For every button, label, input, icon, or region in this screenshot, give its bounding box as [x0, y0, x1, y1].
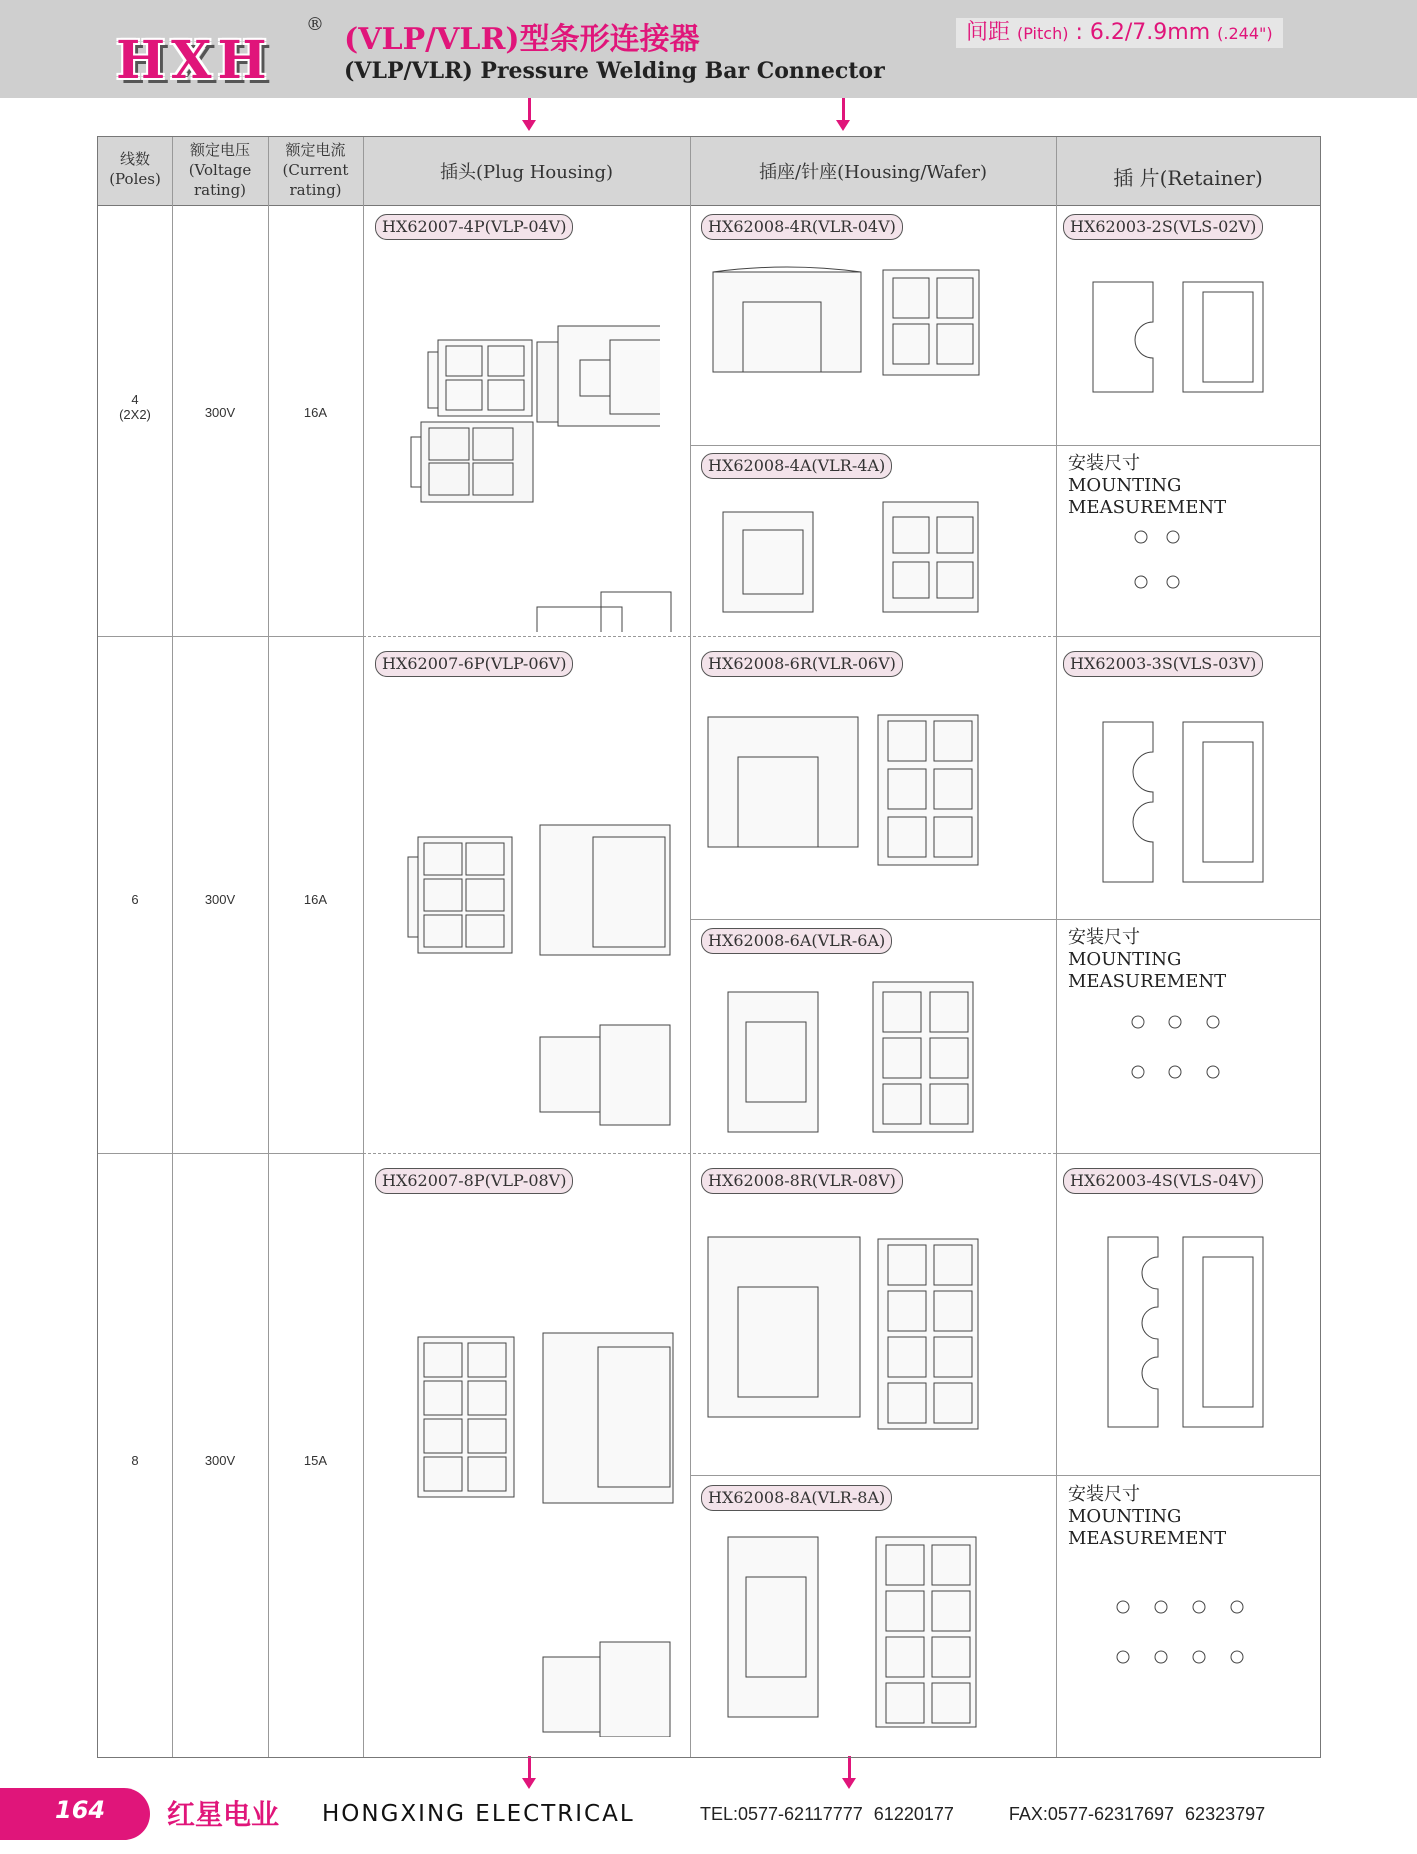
- header-retainer: 插 片(Retainer): [1113, 166, 1263, 190]
- mounting-label: 安装尺寸 MOUNTING MEASUREMENT: [1068, 1484, 1227, 1549]
- housing-drawing: [698, 1197, 1048, 1467]
- title-chinese: [344, 14, 700, 58]
- title-english: (VLP/VLR) Pressure Welding Bar Connector: [344, 58, 885, 84]
- registered-mark: ®: [306, 14, 324, 35]
- mounting-holes: [1063, 507, 1313, 627]
- housing-drawing: [703, 242, 1048, 442]
- pitch-inch: (.244"): [1217, 24, 1273, 43]
- title-chinese-text: 型条形连接器: [519, 22, 700, 57]
- part-label-plug: HX62007-8P(VLP-08V): [375, 1168, 573, 1194]
- pitch-label-en: (Pitch): [1017, 24, 1069, 43]
- row3-voltage: 300V: [204, 1453, 236, 1468]
- part-label-wafer: HX62008-6A(VLR-6A): [701, 928, 892, 954]
- part-label-wafer: HX62008-4A(VLR-4A): [701, 453, 892, 479]
- title-chinese-series: (VLP/VLR): [344, 22, 520, 57]
- pitch-value: 6.2/7.9mm: [1089, 20, 1211, 45]
- pitch-box: [956, 18, 1283, 48]
- part-label-plug: HX62007-6P(VLP-06V): [375, 651, 573, 677]
- row2-poles: 6: [131, 892, 139, 907]
- wafer-drawing: [698, 1527, 1048, 1752]
- part-label-retainer: HX62003-3S(VLS-03V): [1063, 651, 1263, 677]
- mounting-holes: [1063, 1587, 1313, 1737]
- part-label-housing: HX62008-4R(VLR-04V): [701, 214, 903, 240]
- header-poles: 线数 (Poles): [109, 150, 161, 188]
- retainer-drawing: [1063, 242, 1313, 442]
- pitch-colon: :: [1075, 20, 1083, 45]
- pitch-label: 间距: [966, 20, 1011, 45]
- header-plug: 插头(Plug Housing): [440, 162, 613, 183]
- part-label-retainer: HX62003-4S(VLS-04V): [1063, 1168, 1263, 1194]
- fax: FAX:0577-62317697 62323797: [1008, 1804, 1266, 1824]
- page-header: [0, 0, 1417, 98]
- contact-info: [700, 1804, 1265, 1825]
- page-number: 164: [55, 1796, 106, 1824]
- row2-current: 16A: [303, 892, 328, 907]
- telephone: TEL:0577-62117777 61220177: [700, 1804, 954, 1824]
- wafer-drawing: [698, 962, 1048, 1147]
- plug-front-view: [420, 312, 660, 592]
- header-current: 额定电流 (Current rating): [282, 141, 349, 199]
- hxh-logo: HXH: [116, 30, 273, 91]
- part-label-plug: HX62007-4P(VLP-04V): [375, 214, 573, 240]
- wafer-drawing: [703, 482, 1048, 632]
- part-label-housing: HX62008-6R(VLR-06V): [701, 651, 903, 677]
- part-label-housing: HX62008-8R(VLR-08V): [701, 1168, 903, 1194]
- mounting-label: 安装尺寸 MOUNTING MEASUREMENT: [1068, 453, 1227, 518]
- retainer-drawing: [1063, 682, 1313, 912]
- retainer-drawing: [1063, 1197, 1313, 1467]
- row1-current: 16A: [303, 405, 328, 420]
- product-table: [97, 136, 1321, 1758]
- brand-chinese: 红星电业: [167, 1798, 280, 1831]
- row3-current: 15A: [303, 1453, 328, 1468]
- row3-poles: 8: [131, 1453, 139, 1468]
- header-voltage: 额定电压 (Voltage rating): [188, 141, 252, 199]
- header-housing: 插座/针座(Housing/Wafer): [759, 162, 987, 183]
- row1-poles: 4 (2X2): [119, 392, 151, 422]
- mounting-holes: [1063, 992, 1313, 1142]
- part-label-wafer: HX62008-8A(VLR-8A): [701, 1485, 892, 1511]
- plug-drawing: [368, 707, 686, 1147]
- row2-voltage: 300V: [204, 892, 236, 907]
- mounting-label: 安装尺寸 MOUNTING MEASUREMENT: [1068, 927, 1227, 992]
- row1-voltage: 300V: [204, 405, 236, 420]
- brand-english: HONGXING ELECTRICAL: [322, 1801, 635, 1827]
- plug-drawing: [368, 1237, 686, 1737]
- housing-drawing: [698, 677, 1048, 917]
- part-label-retainer: HX62003-2S(VLS-02V): [1063, 214, 1263, 240]
